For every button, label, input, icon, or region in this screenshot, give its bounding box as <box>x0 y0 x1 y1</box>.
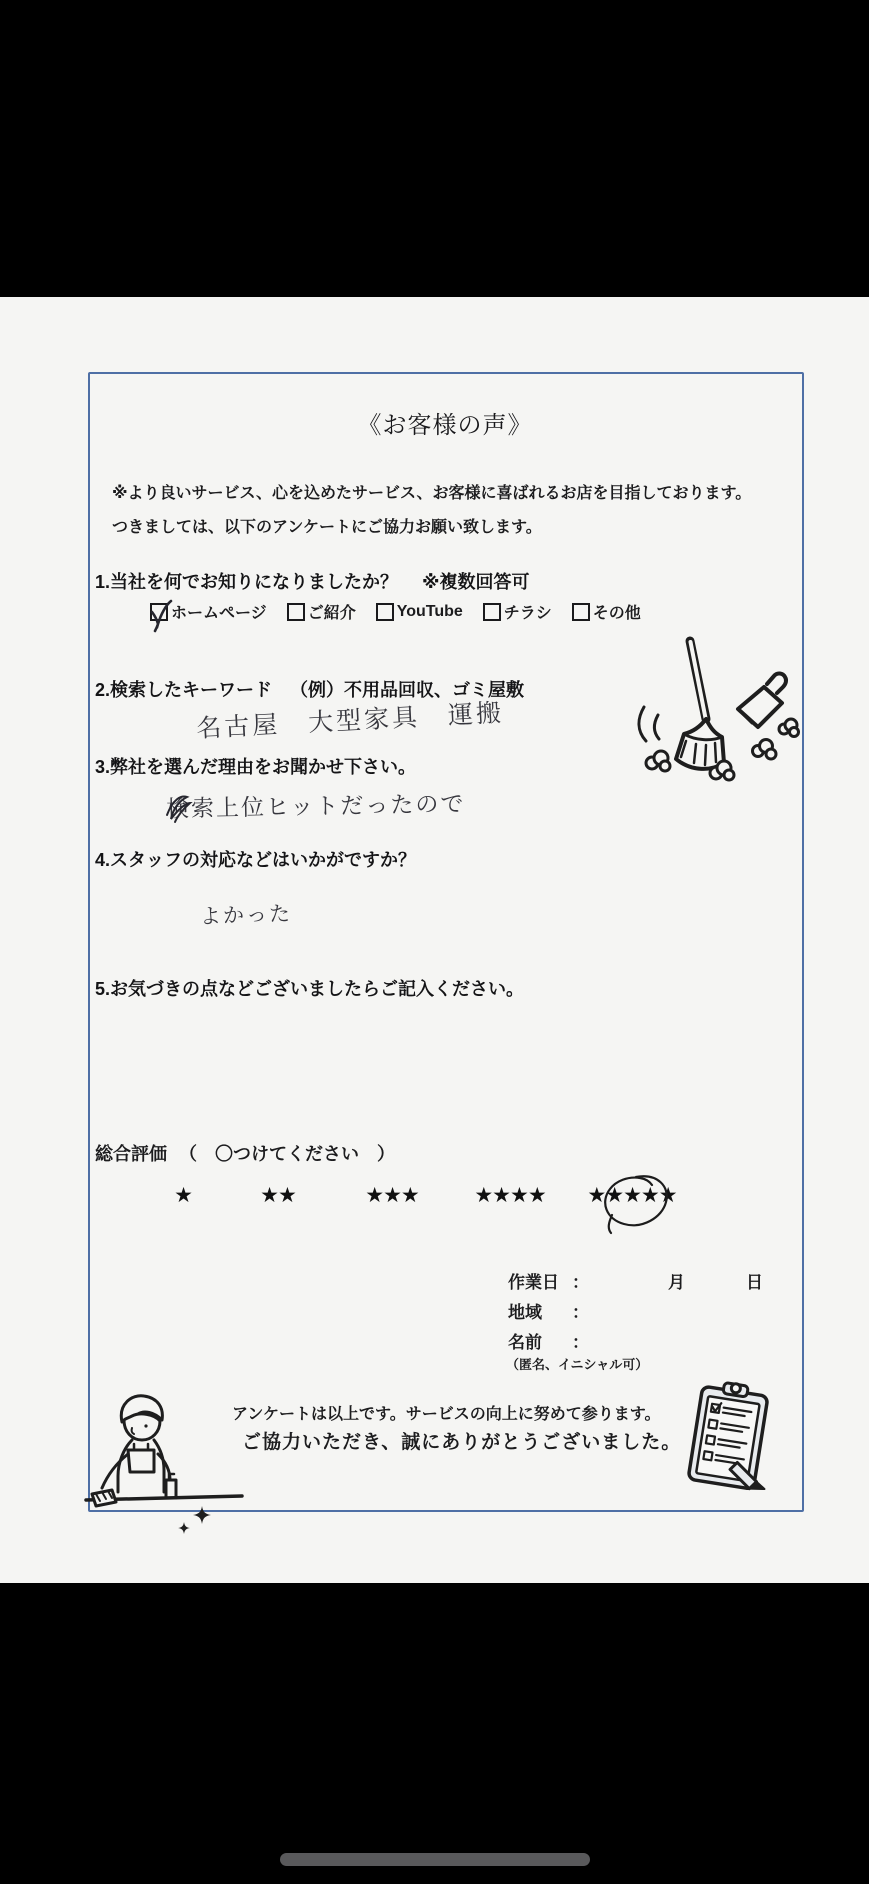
area-label: 地域 <box>508 1303 542 1322</box>
option-homepage-label: ホームページ <box>171 605 267 622</box>
option-referral <box>287 600 356 623</box>
checkbox-other <box>572 603 590 621</box>
question-3-handwritten-answer: 検索上位ヒットだったので <box>165 791 466 823</box>
broom-dustpan-icon <box>634 635 802 783</box>
question-1-label: 1.当社を何でお知りになりましたか？ <box>95 572 399 592</box>
question-1-heading <box>95 568 530 594</box>
anonymous-note: （匿名、イニシャル可） <box>506 1357 649 1372</box>
question-3-heading: 3.弊社を選んだ理由をお聞かせ下さい。 <box>95 757 417 777</box>
question-4-handwritten-answer: よかった <box>199 901 293 929</box>
clipboard-checklist-icon <box>671 1374 790 1503</box>
cleaning-person-icon <box>84 1388 246 1540</box>
option-homepage <box>150 600 267 623</box>
intro-line-2: つきましては、以下のアンケートにご協力お願い致します。 <box>112 519 542 536</box>
overall-rating-heading <box>95 1140 395 1166</box>
question-5-heading: 5.お気づきの点などございましたらご記入ください。 <box>95 979 525 999</box>
footer-line-2: ご協力いただき、誠にありがとうございました。 <box>242 1432 682 1453</box>
rating-label: 総合評価 <box>95 1144 167 1164</box>
checkbox-youtube <box>376 603 394 621</box>
form-title: 《お客様の声》 <box>357 413 533 439</box>
home-indicator[interactable] <box>280 1853 590 1866</box>
question-4-heading: 4.スタッフの対応などはいかがですか？ <box>95 850 417 870</box>
option-flyer <box>483 600 552 623</box>
question-2-label: 2.検索したキーワード <box>95 680 273 700</box>
question-2-handwritten-answer: 名古屋 大型家具 運搬 <box>195 697 505 744</box>
footer-line-1: アンケートは以上です。サービスの向上に努めて参ります。 <box>232 1406 661 1423</box>
option-other-label: その他 <box>592 605 641 622</box>
survey-photo <box>0 297 869 1583</box>
checkbox-referral <box>287 603 305 621</box>
option-youtube <box>376 603 463 621</box>
rating-2-stars: ★★ <box>260 1183 296 1207</box>
rating-4-stars: ★★★★ <box>474 1183 546 1207</box>
day-label: 日 <box>746 1273 763 1292</box>
five-star-circle-mark-icon <box>598 1171 670 1237</box>
top-letterbox-band <box>0 0 869 297</box>
option-flyer-label: チラシ <box>503 605 552 622</box>
question-2-example: （例）不用品回収、ゴミ屋敷 <box>290 680 525 700</box>
work-date-label: 作業日 <box>508 1273 559 1292</box>
checkbox-homepage <box>150 603 168 621</box>
rating-5-stars: ★★★★★ <box>587 1183 677 1207</box>
option-other <box>572 600 641 623</box>
survey-form-border <box>88 372 804 1512</box>
bottom-letterbox-band <box>0 1583 869 1884</box>
rating-instruction: （ 〇つけてください ） <box>179 1144 395 1164</box>
checkbox-flyer <box>483 603 501 621</box>
question-1-note: ※複数回答可 <box>422 572 530 592</box>
rating-3-stars: ★★★ <box>365 1183 419 1207</box>
rating-1-star: ★ <box>174 1183 192 1207</box>
question-1-options <box>150 600 641 623</box>
name-colon: ： <box>572 1333 589 1352</box>
scribble-correction-mark <box>163 789 193 825</box>
intro-line-1: ※より良いサービス、心を込めたサービス、お客様に喜ばれるお店を目指しております。 <box>112 485 752 502</box>
area-colon: ： <box>572 1303 589 1322</box>
work-date-colon: ： <box>572 1273 589 1292</box>
option-youtube-label: YouTube <box>396 602 463 620</box>
check-icon <box>147 598 173 632</box>
month-label: 月 <box>668 1273 685 1292</box>
option-referral-label: ご紹介 <box>307 605 356 622</box>
name-label: 名前 <box>508 1333 542 1352</box>
